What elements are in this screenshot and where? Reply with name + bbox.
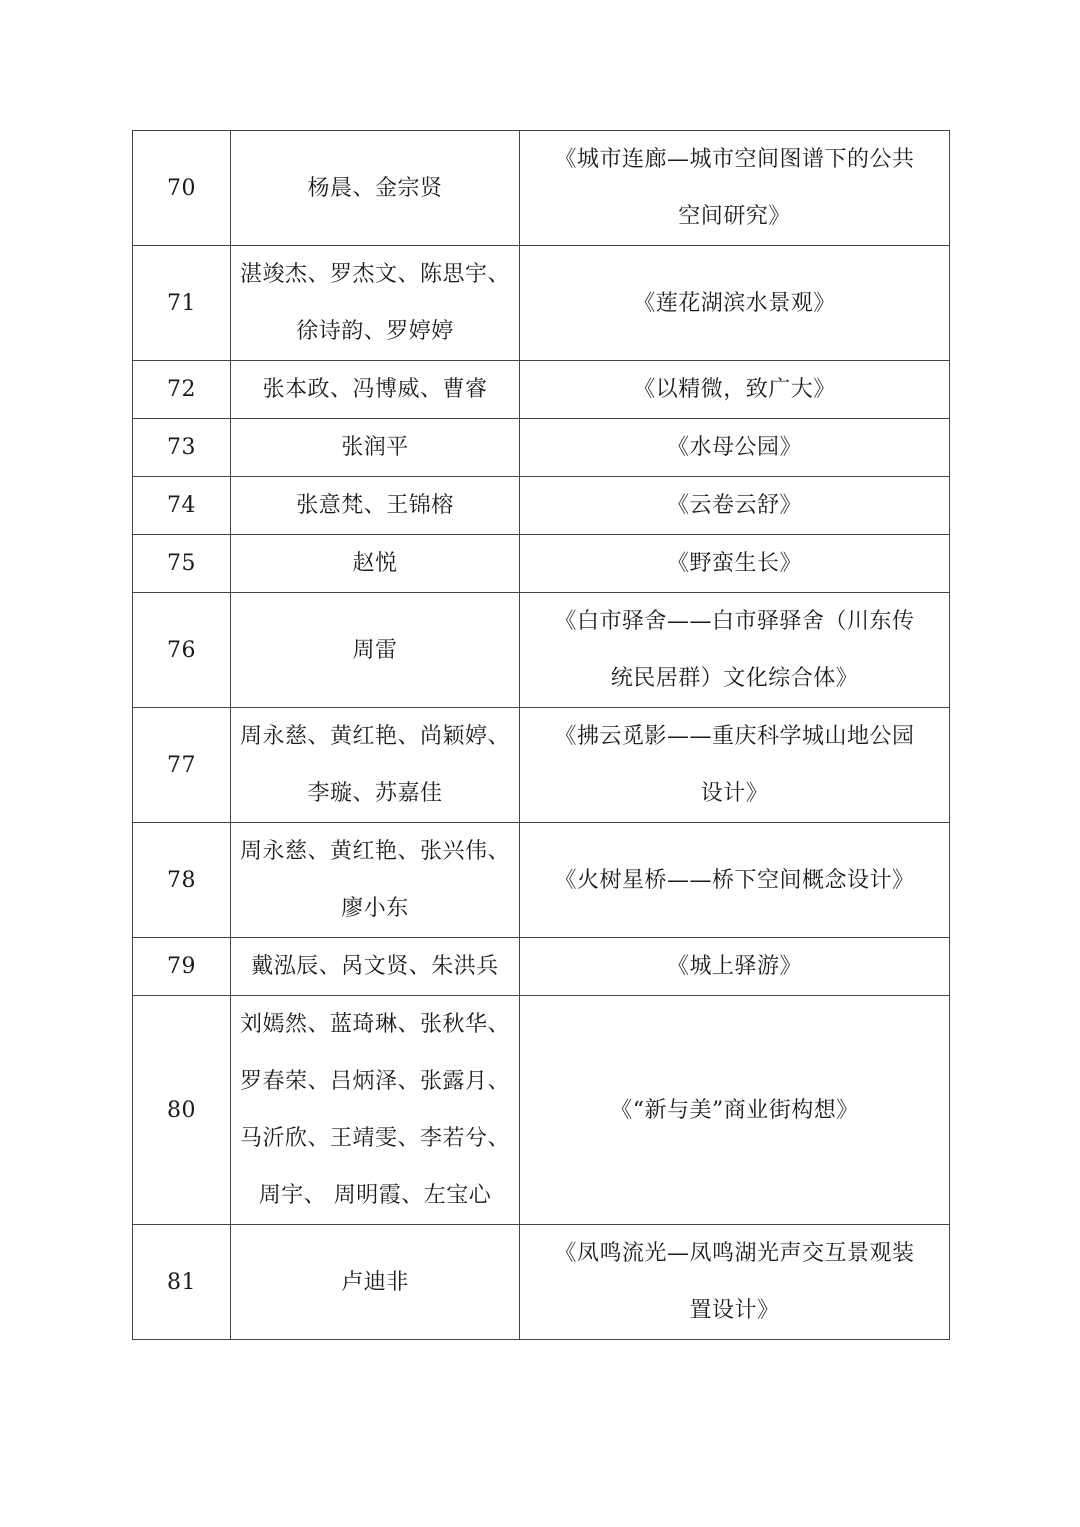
entry-number: 80 [133,996,231,1225]
author-names [231,823,520,938]
work-title [520,131,950,246]
table-row [133,938,950,996]
author-line: 罗春荣、吕炳泽、张露月、 [239,1069,510,1094]
author-names [231,708,520,823]
work-title [520,823,950,938]
author-line: 杨晨、金宗贤 [307,175,443,201]
title-line: 《云卷云舒》 [666,493,802,518]
entry-number: 73 [133,419,231,477]
title-line: 《凤鸣流光—凤鸣湖光声交互景观装 [554,1241,915,1266]
title-line: 空间研究》 [678,204,791,229]
author-names [231,419,520,477]
author-line: 周宇、 周明霞、左宝心 [258,1183,492,1208]
award-table [132,130,950,1340]
author-line: 湛竣杰、罗杰文、陈思宇、 [239,262,510,287]
author-names [231,996,520,1225]
author-line: 刘嫣然、蓝琦琳、张秋华、 [239,1012,510,1037]
entry-number: 75 [133,535,231,593]
table-row [133,593,950,708]
entry-number: 79 [133,938,231,996]
entry-number: 71 [133,246,231,361]
title-line: 统民居群）文化综合体》 [610,666,859,691]
entry-number: 76 [133,593,231,708]
table-row [133,361,950,419]
title-line: 《水母公园》 [666,435,802,460]
author-line: 周雷 [352,637,398,663]
title-line: 《白市驿舍——白市驿驿舍（川东传 [554,609,915,634]
table-row [133,477,950,535]
work-title [520,1225,950,1340]
work-title [520,361,950,419]
entry-number: 78 [133,823,231,938]
table-row [133,246,950,361]
author-line: 张本政、冯博威、曹睿 [262,377,488,402]
table-row [133,535,950,593]
entry-number: 70 [133,131,231,246]
title-line: 《以精微，致广大》 [633,377,836,402]
author-line: 徐诗韵、罗婷婷 [296,319,454,344]
title-line: 《“新与美”商业街构想》 [610,1097,859,1123]
title-line: 《莲花湖滨水景观》 [633,290,836,316]
author-line: 周永慈、黄红艳、张兴伟、 [239,839,510,864]
author-names [231,1225,520,1340]
work-title [520,535,950,593]
document-page [132,130,949,1340]
title-line: 《城上驿游》 [666,954,802,979]
table-row [133,708,950,823]
author-names [231,131,520,246]
title-line: 《城市连廊—城市空间图谱下的公共 [554,147,915,172]
work-title [520,477,950,535]
title-line: 《野蛮生长》 [666,551,802,576]
table-row [133,419,950,477]
work-title [520,708,950,823]
author-names [231,361,520,419]
work-title [520,996,950,1225]
entry-number: 77 [133,708,231,823]
author-line: 李璇、苏嘉佳 [307,781,443,806]
author-names [231,246,520,361]
author-line: 赵悦 [352,551,398,576]
table-row [133,996,950,1225]
table-row [133,131,950,246]
author-line: 马沂欣、王靖雯、李若兮、 [239,1126,510,1151]
entry-number: 72 [133,361,231,419]
title-line: 设计》 [700,781,769,806]
author-names [231,535,520,593]
title-line: 《拂云觅影——重庆科学城山地公园 [554,724,915,749]
author-line: 卢迪非 [341,1269,409,1295]
work-title [520,593,950,708]
author-names [231,477,520,535]
author-line: 廖小东 [341,896,409,921]
title-line: 置设计》 [689,1298,780,1323]
work-title [520,246,950,361]
author-line: 张意梵、王锦榕 [296,493,454,518]
author-names [231,593,520,708]
title-line: 《火树星桥——桥下空间概念设计》 [554,867,915,893]
author-line: 张润平 [341,435,409,460]
table-row [133,823,950,938]
author-line: 周永慈、黄红艳、尚颖婷、 [239,724,510,749]
author-line: 戴泓辰、呙文贤、朱洪兵 [251,954,499,979]
entry-number: 74 [133,477,231,535]
table-row [133,1225,950,1340]
entry-number: 81 [133,1225,231,1340]
work-title [520,419,950,477]
author-names [231,938,520,996]
work-title [520,938,950,996]
